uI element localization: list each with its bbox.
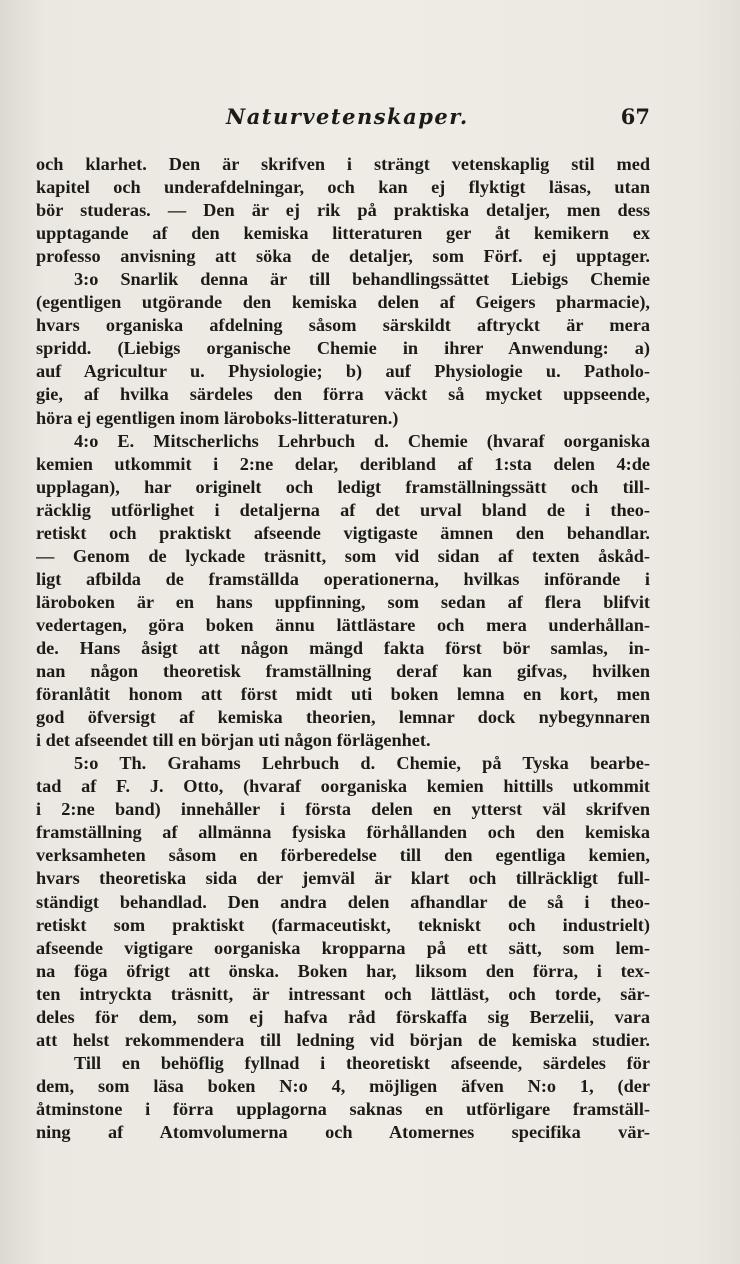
- text-line: kemien utkommit i 2:ne delar, deribland af 1:sta delen 4:de: [36, 453, 650, 474]
- text-line: föranlåtit honom att först midt uti boken lemna en kort, men: [36, 684, 650, 705]
- text-line: auf Agricultur u. Physiologie; b) auf Physiologie u. Patholo-: [36, 361, 650, 382]
- text-line: hvars theoretiska sida der jemväl är klart och tillräckligt full-: [36, 868, 650, 889]
- text-line: hvars organiska afdelning såsom särskildt aftryckt är mera: [36, 315, 650, 336]
- text-line: retiskt som praktiskt (farmaceutiskt, tekniskt och industrielt): [36, 914, 650, 935]
- text-line: och klarhet. Den är skrifven i strängt vetenskaplig stil med: [36, 154, 650, 174]
- text-line: vedertagen, göra boken ännu lättlästare och mera underhållan-: [36, 614, 650, 635]
- text-line: ten intryckta träsnitt, är intressant och lättläst, och torde, sär-: [36, 983, 650, 1004]
- text-line: deles för dem, som ej hafva råd förskaffa sig Berzelii, vara: [36, 1006, 650, 1027]
- page-header: [36, 104, 650, 140]
- text-line: na föga öfrigt att önska. Boken har, liksom den förra, i tex-: [36, 960, 650, 981]
- text-line: framställning af allmänna fysiska förhållanden och den kemiska: [36, 822, 650, 843]
- text-line: dem, som läsa boken N:o 4, möjligen äfven N:o 1, (der: [36, 1075, 650, 1096]
- text-line: upplagan), har originelt och ledigt framställningssätt och till-: [36, 476, 650, 497]
- text-line: tad af F. J. Otto, (hvaraf oorganiska kemien hittills utkommit: [36, 776, 650, 797]
- text-line: (egentligen utgörande den kemiska delen af Geigers pharmacie),: [36, 292, 650, 313]
- text-line: retiskt och praktiskt afseende vigtigaste ämnen den behandlar.: [36, 522, 650, 543]
- text-line: professo anvisning att söka de detaljer, som Förf. ej upptager.: [36, 246, 650, 267]
- text-line: upptagande af den kemiska litteraturen ger åt kemikern ex: [36, 223, 650, 244]
- text-line: god öfversigt af kemiska theorien, lemnar dock nybegynnaren: [36, 707, 650, 728]
- text-line: att helst rekommendera till ledning vid början de kemiska studier.: [36, 1029, 650, 1050]
- text-line: 3:o Snarlik denna är till behandlingssättet Liebigs Chemie: [74, 269, 650, 290]
- text-line: ning af Atomvolumerna och Atomernes specifika vär-: [36, 1121, 650, 1142]
- text-line: spridd. (Liebigs organische Chemie in ihrer Anwendung: a): [36, 338, 650, 359]
- text-line: i det afseendet till en början uti någon förlägenhet.: [36, 730, 431, 751]
- text-line: 5:o Th. Grahams Lehrbuch d. Chemie, på Tyska bearbe-: [74, 753, 650, 774]
- text-line: — Genom de lyckade träsnitt, som vid sidan af texten åskåd-: [36, 545, 650, 566]
- text-line: räcklig utförlighet i detaljerna af det urval bland de i theo-: [36, 499, 650, 520]
- text-line: gie, af hvilka särdeles den förra väckt så mycket uppseende,: [36, 384, 650, 405]
- text-line: kapitel och underafdelningar, och kan ej flyktigt läsas, utan: [36, 177, 650, 198]
- text-line: Till en behöflig fyllnad i theoretiskt afseende, särdeles för: [74, 1052, 650, 1073]
- text-line: bör studeras. — Den är ej rik på praktiska detaljer, men dess: [36, 200, 650, 221]
- text-line: verksamheten såsom en förberedelse till den egentliga kemien,: [36, 845, 650, 866]
- body-text: [36, 153, 650, 1144]
- text-line: i 2:ne band) innehåller i första delen en ytterst väl skrifven: [36, 799, 650, 820]
- text-line: läroboken är en hans uppfinning, som sedan af flera blifvit: [36, 591, 650, 612]
- page-number: 67: [620, 104, 650, 129]
- text-line: afseende vigtigare oorganiska kropparna på ett sätt, som lem-: [36, 937, 650, 958]
- text-line: 4:o E. Mitscherlichs Lehrbuch d. Chemie (hvaraf oorganiska: [74, 430, 650, 451]
- text-line: höra ej egentligen inom läroboks-litteraturen.): [36, 407, 399, 428]
- text-line: ständigt behandlad. Den andra delen afhandlar de så i theo-: [36, 891, 650, 912]
- running-head: Naturvetenskaper.: [226, 104, 469, 129]
- text-line: ligt afbilda de framställda operationerna, hvilkas införande i: [36, 568, 650, 589]
- text-line: nan någon theoretisk framställning deraf kan gifvas, hvilken: [36, 661, 650, 682]
- text-line: de. Hans åsigt att någon mängd fakta först bör samlas, in-: [36, 637, 650, 658]
- text-line: åtminstone i förra upplagorna saknas en utförligare framställ-: [36, 1098, 650, 1119]
